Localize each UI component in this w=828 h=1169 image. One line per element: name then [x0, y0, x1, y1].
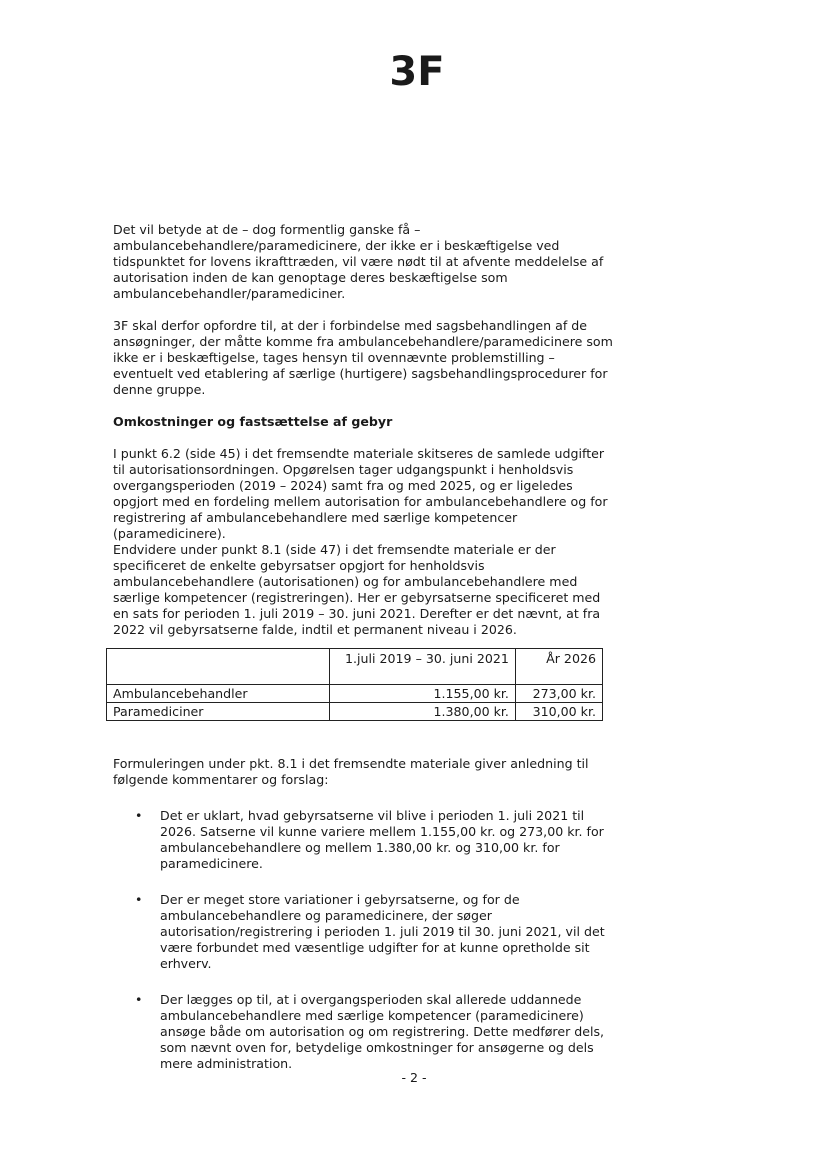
table-cell: 1.155,00 kr. [329, 685, 515, 703]
paragraph: Endvidere under punkt 8.1 (side 47) i det fremsendte materiale er der specificeret de enkelte gebyrsatser opgjort for henholdsvis ambulancebehandlere (autorisationen) og for ambulancebehandlere med særlige kompetencer (registreringen). Her er gebyrsatserne specificeret med en sats for perioden 1. juli 2019 – 30. juni 2021. Derefter er det nævnt, at fra 2022 vil gebyrsatserne falde, indtil et permanent niveau i 2026. [113, 542, 601, 637]
paragraph: Det vil betyde at de – dog formentlig ganske få – ambulancebehandlere/paramedicinere, der ikke er i beskæftigelse ved tidspunktet for lovens ikrafttræden, vil være nødt til at afvente meddelelse af autorisation inden de kan genoptage deres beskæftigelse som ambulancebehandler/paramediciner. [113, 222, 604, 301]
paragraph: 3F skal derfor opfordre til, at der i forbindelse med sagsbehandlingen af de ansøgninger, der måtte komme fra ambulancebehandlere/paramedicinere som ikke er i beskæftigelse, tages hensyn til ovennævnte problemstilling – eventuelt ved etablering af særlige (hurtigere) sagsbehandlingsprocedurer for denne gruppe. [113, 318, 613, 397]
table-cell: 1.380,00 kr. [329, 703, 515, 721]
table-cell: Paramediciner [107, 703, 330, 721]
table-header-cell [107, 649, 330, 685]
comments-section [113, 756, 617, 1092]
list-item-text: Det er uklart, hvad gebyrsatserne vil blive i perioden 1. juli 2021 til 2026. Satserne vil kunne variere mellem 1.155,00 kr. og 273,00 kr. for ambulancebehandlere og mellem 1.380,00 kr. og 310,00 kr. for paramedicinere. [160, 808, 604, 871]
paragraph: I punkt 6.2 (side 45) i det fremsendte materiale skitseres de samlede udgifter til autorisationsordningen. Opgørelsen tager udgangspunkt i henholdsvis overgangsperioden (2019 – 2024) samt fra og med 2025, og er ligeledes opgjort med en fordeling mellem autorisation for ambulancebehandlere og for registrering af ambulancebehandlere med særlige kompetencer (paramedicinere). [113, 446, 608, 541]
paragraph: Formuleringen under pkt. 8.1 i det fremsendte materiale giver anledning til følgende kommentarer og forslag: [113, 756, 589, 787]
logo-text: 3F [389, 49, 445, 93]
bullet-icon: • [135, 992, 143, 1007]
body-text [113, 222, 617, 654]
table-row [107, 703, 603, 721]
table-header-row [107, 649, 603, 685]
fee-table [106, 648, 603, 721]
list-item [113, 808, 617, 872]
table-cell: 273,00 kr. [515, 685, 602, 703]
table-header-cell: 1.juli 2019 – 30. juni 2021 [329, 649, 515, 685]
table-header-cell: År 2026 [515, 649, 602, 685]
section-heading: Omkostninger og fastsættelse af gebyr [113, 414, 393, 429]
page-number: - 2 - [401, 1070, 427, 1085]
list-item [113, 992, 617, 1072]
bullet-icon: • [135, 892, 143, 907]
table-row [107, 685, 603, 703]
table-cell: 310,00 kr. [515, 703, 602, 721]
list-item-text: Der er meget store variationer i gebyrsatserne, og for de ambulancebehandlere og paramedicinere, der søger autorisation/registrering i perioden 1. juli 2019 til 30. juni 2021, vil det være forbundet med væsentlige udgifter for at kunne opretholde sit erhverv. [160, 892, 605, 971]
3f-logo [381, 47, 453, 93]
bullet-icon: • [135, 808, 143, 823]
list-item [113, 892, 617, 972]
table-cell: Ambulancebehandler [107, 685, 330, 703]
bullet-list [113, 808, 617, 1072]
list-item-text: Der lægges op til, at i overgangsperioden skal allerede uddannede ambulancebehandlere med særlige kompetencer (paramedicinere) ansøge både om autorisation og om registrering. Dette medfører dels, som nævnt oven for, betydelige omkostninger for ansøgerne og dels mere administration. [160, 992, 605, 1071]
